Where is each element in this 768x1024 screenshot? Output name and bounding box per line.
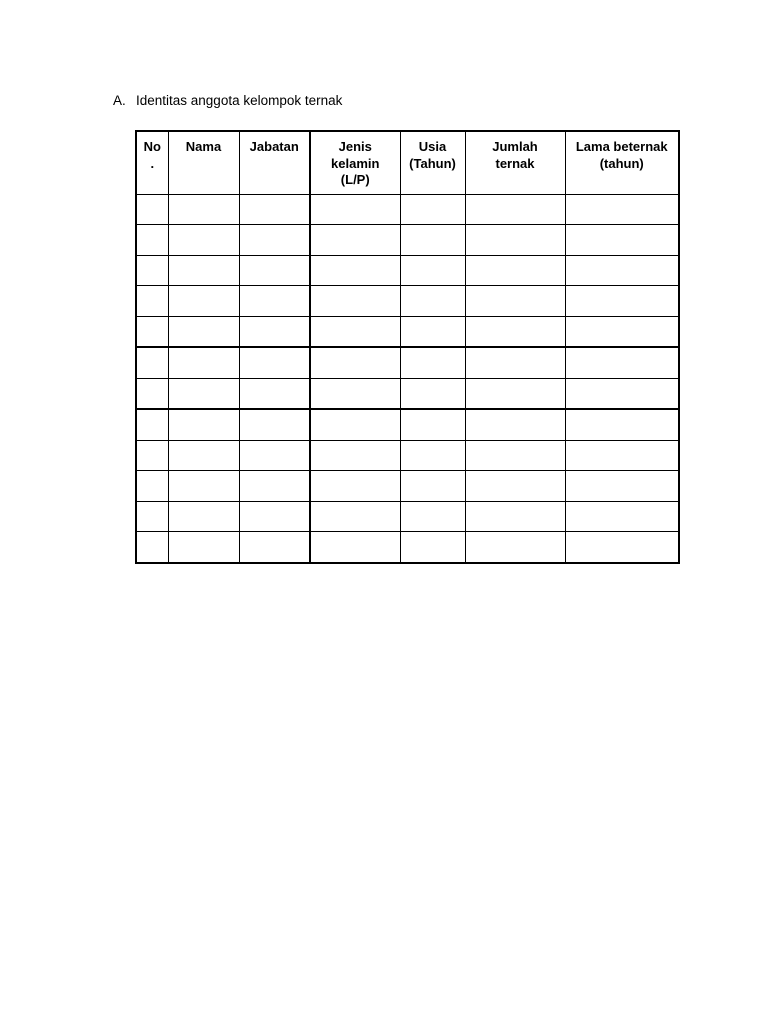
table-cell-nama [168, 409, 239, 440]
section-marker: A. [113, 93, 126, 108]
table-cell-usia [400, 378, 465, 409]
table-cell-lama-beternak [565, 316, 679, 347]
table-cell-no [136, 347, 168, 378]
table-cell-no [136, 409, 168, 440]
table-cell-jumlah-ternak [465, 347, 565, 378]
table-cell-lama-beternak [565, 471, 679, 502]
table-header-row [136, 131, 679, 194]
table-cell-jabatan [239, 532, 310, 563]
table-cell-usia [400, 347, 465, 378]
table-cell-usia [400, 409, 465, 440]
table-cell-jabatan [239, 286, 310, 317]
table-cell-lama-beternak [565, 501, 679, 532]
table-cell-lama-beternak [565, 347, 679, 378]
table-cell-jumlah-ternak [465, 378, 565, 409]
table-cell-jenis-kelamin [310, 471, 400, 502]
table-cell-no [136, 471, 168, 502]
table-cell-jumlah-ternak [465, 440, 565, 471]
table-row [136, 316, 679, 347]
table-cell-jabatan [239, 501, 310, 532]
table-cell-jenis-kelamin [310, 532, 400, 563]
table-cell-jenis-kelamin [310, 286, 400, 317]
table-cell-jumlah-ternak [465, 501, 565, 532]
table-cell-usia [400, 501, 465, 532]
table-cell-nama [168, 225, 239, 256]
column-header-jenis-kelamin: Jenis kelamin (L/P) [310, 131, 400, 194]
table-row [136, 501, 679, 532]
table-cell-jenis-kelamin [310, 316, 400, 347]
table-cell-no [136, 440, 168, 471]
table-cell-nama [168, 378, 239, 409]
table-cell-nama [168, 194, 239, 225]
section-heading [113, 92, 342, 110]
table-cell-jabatan [239, 255, 310, 286]
table-row [136, 471, 679, 502]
table-cell-no [136, 225, 168, 256]
table-cell-jenis-kelamin [310, 501, 400, 532]
table-cell-usia [400, 255, 465, 286]
table-cell-lama-beternak [565, 409, 679, 440]
column-header-lama-beternak: Lama beternak (tahun) [565, 131, 679, 194]
table-cell-nama [168, 316, 239, 347]
table-cell-jenis-kelamin [310, 255, 400, 286]
table-cell-usia [400, 316, 465, 347]
table-cell-lama-beternak [565, 255, 679, 286]
column-header-nama: Nama [168, 131, 239, 194]
table-cell-usia [400, 471, 465, 502]
table-cell-jumlah-ternak [465, 255, 565, 286]
table-cell-jumlah-ternak [465, 286, 565, 317]
table-cell-lama-beternak [565, 532, 679, 563]
table-cell-usia [400, 286, 465, 317]
column-header-no: No . [136, 131, 168, 194]
table-cell-jumlah-ternak [465, 316, 565, 347]
table-cell-nama [168, 286, 239, 317]
table-cell-no [136, 255, 168, 286]
table-cell-usia [400, 225, 465, 256]
table-row [136, 194, 679, 225]
table-cell-jabatan [239, 378, 310, 409]
table-cell-jenis-kelamin [310, 378, 400, 409]
table-cell-jabatan [239, 225, 310, 256]
table-cell-usia [400, 194, 465, 225]
table-cell-jenis-kelamin [310, 225, 400, 256]
section-title: Identitas anggota kelompok ternak [136, 93, 343, 108]
column-header-usia: Usia (Tahun) [400, 131, 465, 194]
table-cell-lama-beternak [565, 440, 679, 471]
column-header-jumlah-ternak: Jumlah ternak [465, 131, 565, 194]
table-body [136, 194, 679, 563]
table-cell-no [136, 286, 168, 317]
table-row [136, 225, 679, 256]
table-cell-jumlah-ternak [465, 225, 565, 256]
table-row [136, 378, 679, 409]
table-row [136, 347, 679, 378]
table-cell-jabatan [239, 347, 310, 378]
table-row [136, 409, 679, 440]
table-cell-jabatan [239, 471, 310, 502]
table-cell-lama-beternak [565, 225, 679, 256]
table-cell-jenis-kelamin [310, 194, 400, 225]
table-cell-jumlah-ternak [465, 194, 565, 225]
table-cell-no [136, 501, 168, 532]
table-cell-jenis-kelamin [310, 409, 400, 440]
table-cell-jabatan [239, 316, 310, 347]
table-cell-nama [168, 255, 239, 286]
member-identity-table [135, 130, 680, 564]
table-cell-no [136, 378, 168, 409]
table-cell-nama [168, 347, 239, 378]
table-cell-nama [168, 440, 239, 471]
table-cell-lama-beternak [565, 194, 679, 225]
table-cell-usia [400, 532, 465, 563]
table-cell-no [136, 532, 168, 563]
table-cell-lama-beternak [565, 286, 679, 317]
table-cell-jenis-kelamin [310, 347, 400, 378]
table-cell-nama [168, 501, 239, 532]
table-cell-nama [168, 471, 239, 502]
table-cell-jabatan [239, 440, 310, 471]
table-cell-jumlah-ternak [465, 471, 565, 502]
table-cell-jabatan [239, 194, 310, 225]
table-row [136, 286, 679, 317]
table-cell-nama [168, 532, 239, 563]
table-cell-jabatan [239, 409, 310, 440]
table-cell-no [136, 316, 168, 347]
table-row [136, 440, 679, 471]
table-row [136, 255, 679, 286]
table-cell-lama-beternak [565, 378, 679, 409]
table-cell-no [136, 194, 168, 225]
table-cell-jumlah-ternak [465, 409, 565, 440]
table-cell-jenis-kelamin [310, 440, 400, 471]
table-row [136, 532, 679, 563]
column-header-jabatan: Jabatan [239, 131, 310, 194]
table-cell-usia [400, 440, 465, 471]
table-cell-jumlah-ternak [465, 532, 565, 563]
